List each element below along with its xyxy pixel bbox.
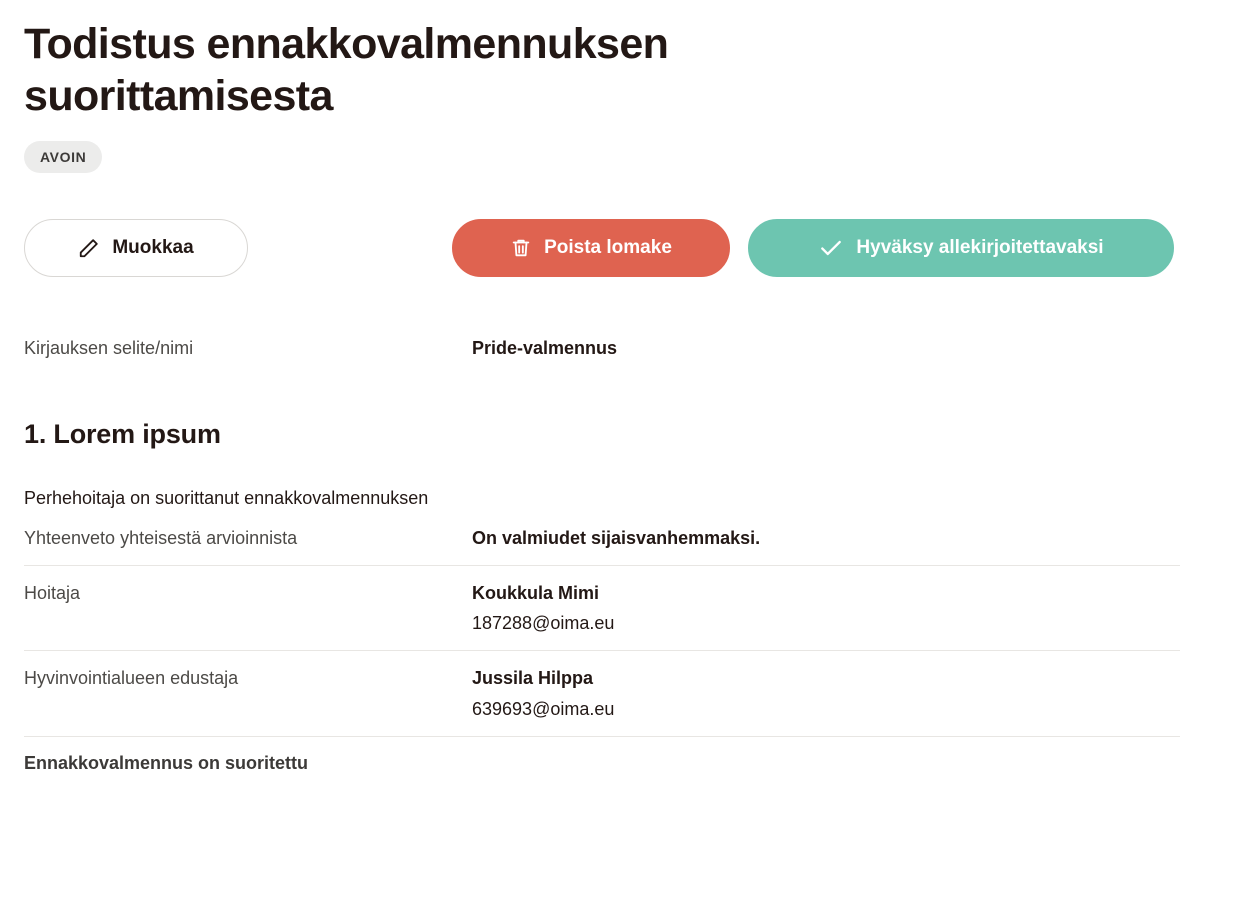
field-value (472, 580, 1230, 636)
field-label: Hyvinvointialueen edustaja (24, 668, 239, 689)
action-button-bar (24, 219, 1230, 281)
pencil-icon (78, 237, 100, 259)
edit-button-label: Muokkaa (112, 236, 194, 258)
field-label: Kirjauksen selite/nimi (24, 337, 194, 358)
trash-icon (510, 237, 532, 259)
page-title: Todistus ennakkovalmennuksen suorittamisesta (24, 20, 669, 121)
field-value-text: Pride-valmennus (472, 337, 618, 358)
field-value-text: Jussila Hilppa (472, 668, 594, 689)
delete-form-button[interactable] (452, 219, 730, 277)
status-badge-row (24, 141, 1230, 173)
field-value (472, 335, 1230, 361)
approve-for-signature-button[interactable] (748, 219, 1174, 277)
table-row (24, 511, 1230, 565)
field-value (472, 525, 1230, 551)
field-value-email: 639693@oima.eu (472, 698, 615, 719)
section-field-list (24, 511, 1230, 773)
field-value (472, 665, 1230, 721)
section-paragraph: Perhehoitaja on suorittanut ennakkovalmennuksen (24, 488, 429, 508)
field-label: Hoitaja (24, 583, 81, 604)
field-label: Yhteenveto yhteisestä arvioinnista (24, 528, 298, 549)
field-value-text: On valmiudet sijaisvanhemmaksi. (472, 528, 761, 549)
section-heading: 1. Lorem ipsum (24, 419, 221, 449)
edit-button[interactable] (24, 219, 248, 277)
table-row (24, 566, 1230, 650)
status-badge: AVOIN (24, 141, 102, 173)
approve-for-signature-button-label: Hyväksy allekirjoitettavaksi (856, 236, 1104, 258)
field-row-entry-name (24, 321, 1230, 375)
check-icon (818, 235, 844, 261)
delete-form-button-label: Poista lomake (544, 236, 672, 258)
field-value-email: 187288@oima.eu (472, 613, 615, 634)
field-value-text: Koukkula Mimi (472, 583, 600, 604)
section-footer-note: Ennakkovalmennus on suoritettu (24, 752, 309, 773)
table-row (24, 651, 1230, 735)
